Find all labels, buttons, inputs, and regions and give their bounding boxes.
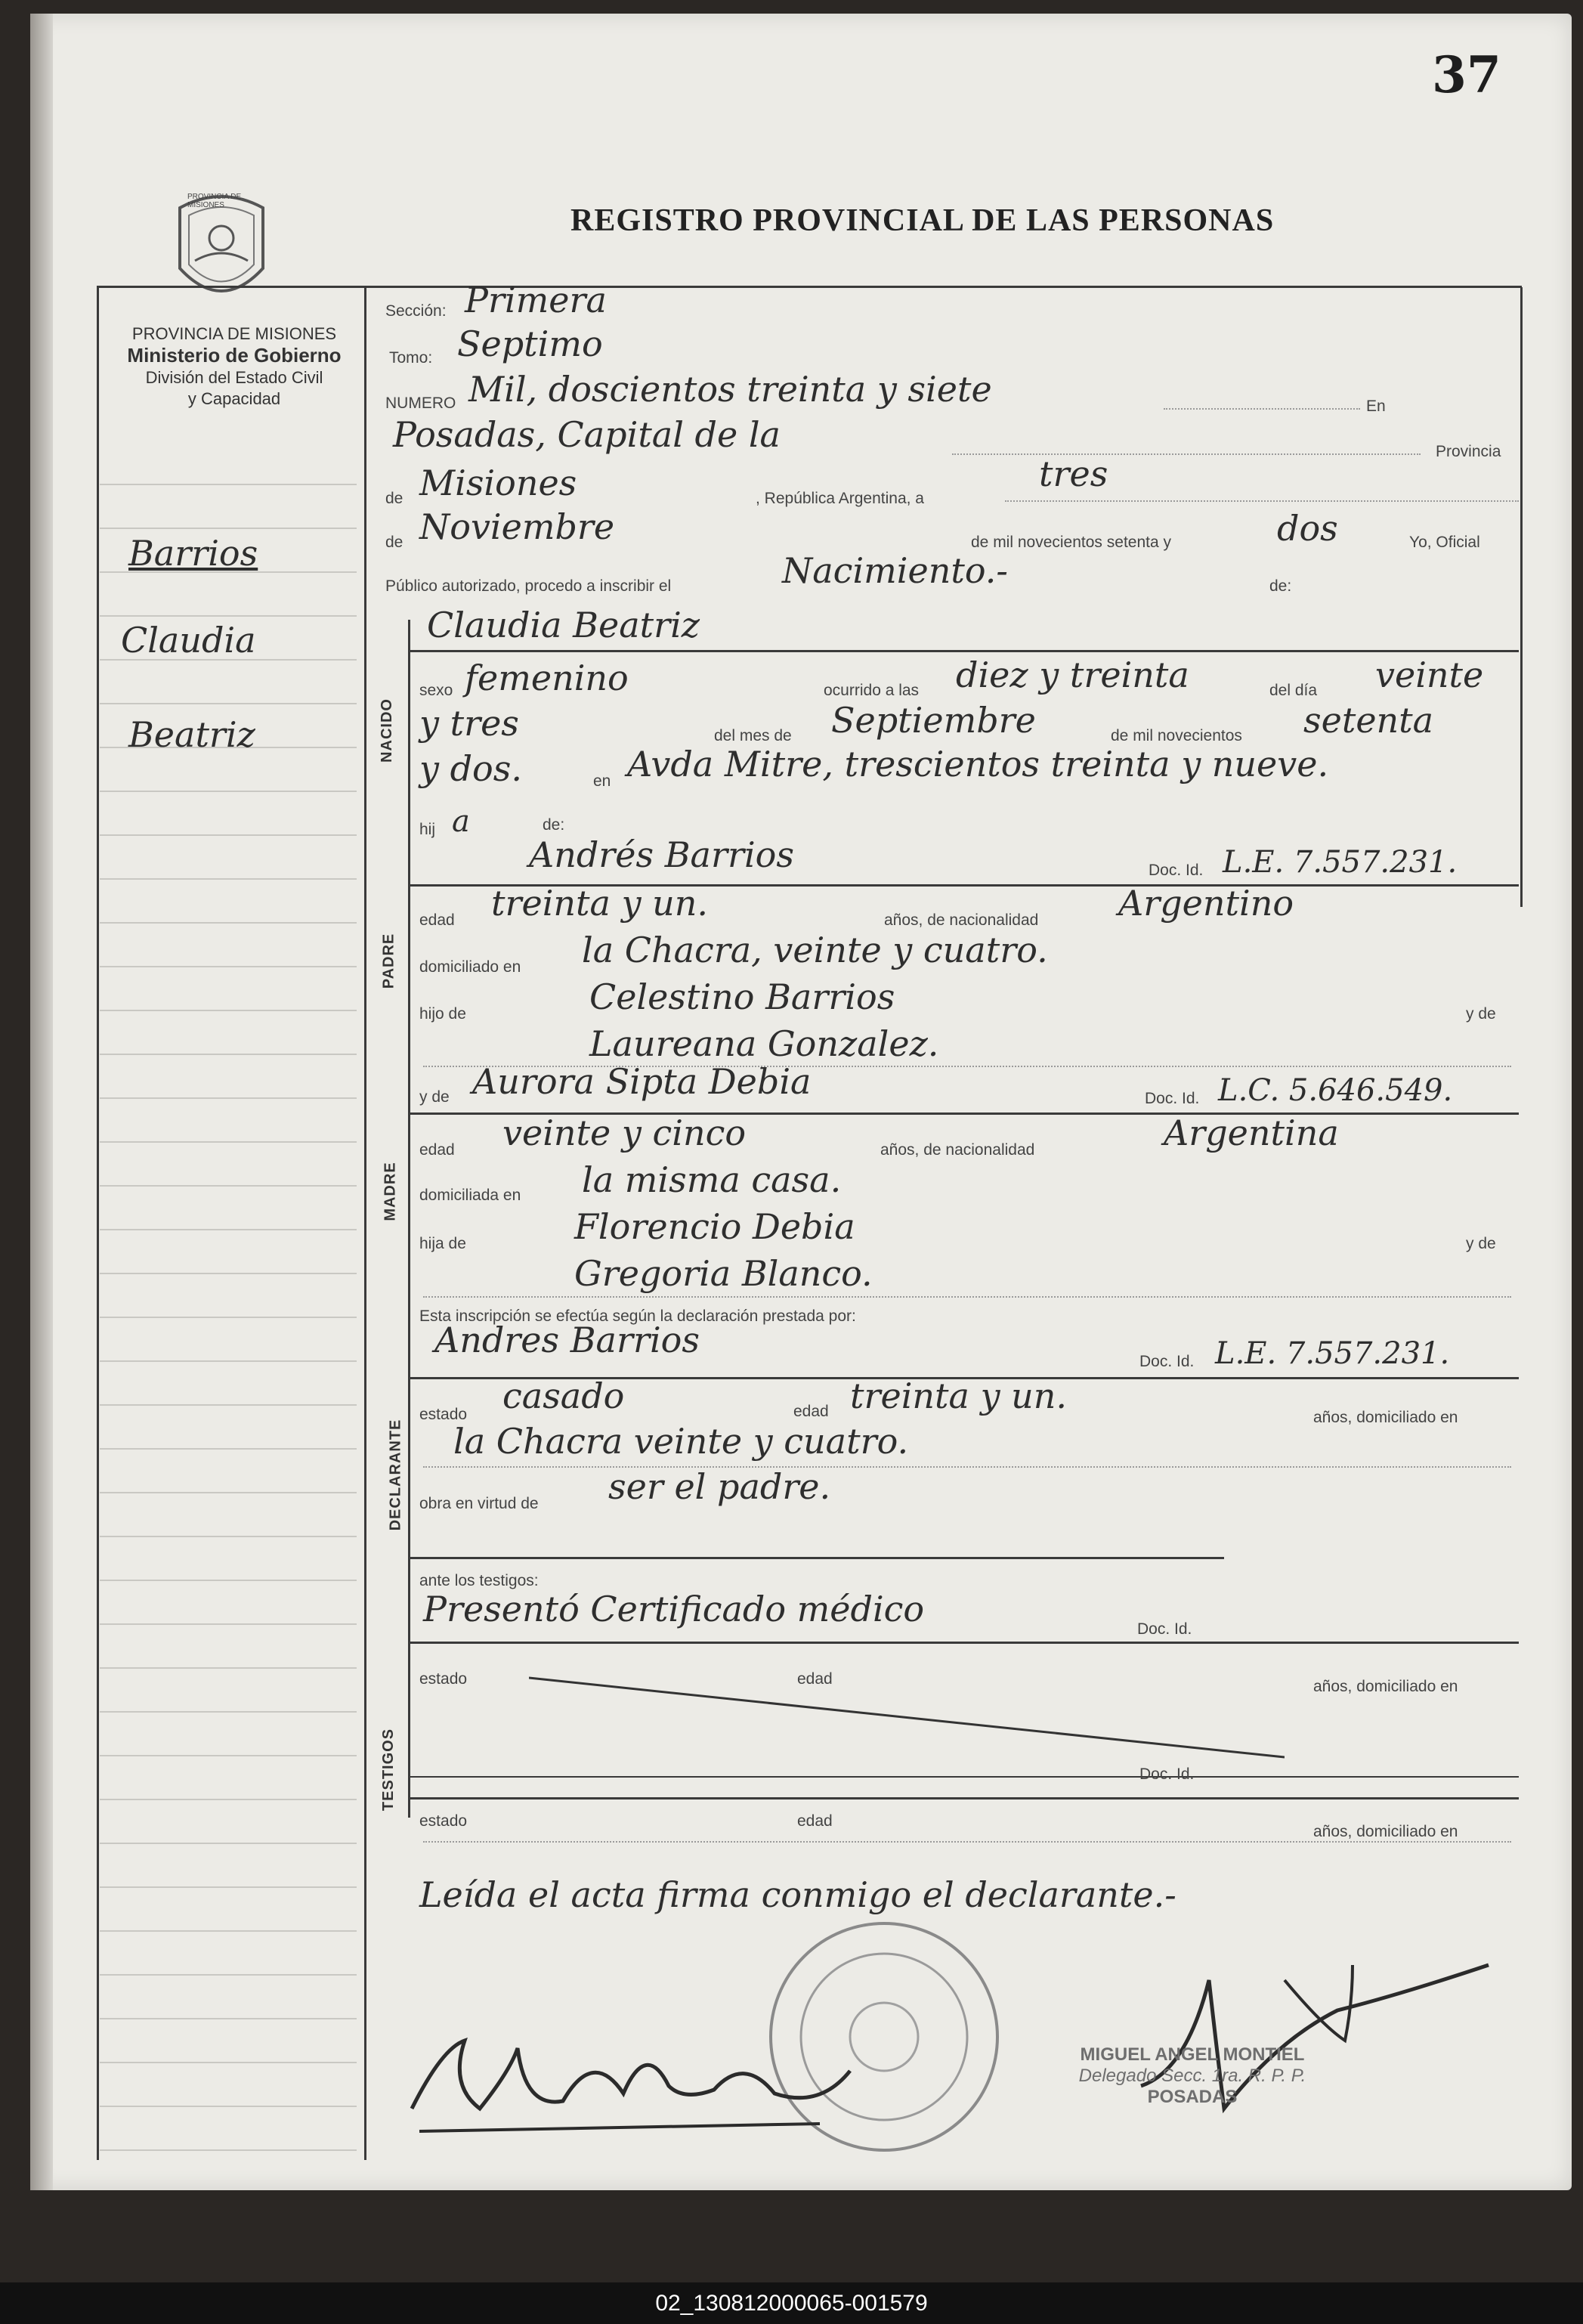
label-tomo: Tomo:: [389, 349, 433, 367]
header-rule-left: [97, 286, 378, 288]
margin-rule-line: [100, 2106, 357, 2107]
label-estado-testigo1: estado: [419, 1670, 468, 1688]
label-publico: Público autorizado, procedo a inscribir el: [385, 577, 672, 595]
section-divider-line: [408, 620, 410, 1818]
label-nac-madre: años, de nacionalidad: [880, 1141, 1035, 1159]
value-provincia: Misiones: [419, 463, 577, 503]
label-doc-testigo1: Doc. Id.: [1137, 1620, 1192, 1638]
margin-rule-line: [100, 1054, 357, 1055]
label-doc-padre: Doc. Id.: [1149, 862, 1204, 879]
province-name: PROVINCIA DE MISIONES: [131, 324, 337, 343]
value-sexo: femenino: [465, 658, 629, 698]
value-dia-acta: tres: [1039, 453, 1108, 494]
margin-rule-line: [100, 2062, 357, 2063]
value-madre-doc: L.C. 5.646.549.: [1218, 1073, 1453, 1108]
margin-rule-line: [100, 1755, 357, 1756]
value-lugar: Posadas, Capital de la: [393, 414, 781, 455]
label-edad-declarante: edad: [793, 1403, 829, 1420]
stamp-line3: POSADAS: [1147, 2087, 1238, 2107]
margin-rule-line: [100, 1536, 357, 1537]
margin-rule-line: [100, 1273, 357, 1274]
label-provincia: Provincia: [1436, 443, 1501, 460]
value-cierre: Leída el acta firma conmigo el declarante.-: [419, 1874, 1176, 1915]
label-y-de-padre: y de: [1466, 1005, 1496, 1023]
label-anos-dom-declarante: años, domiciliado en: [1313, 1409, 1458, 1426]
value-hora: diez y treinta: [956, 654, 1189, 695]
value-testigos-nota: Presentó Certificado médico: [423, 1589, 925, 1629]
signature-text: [393, 2056, 650, 2090]
label-de-mil: de mil novecientos setenta y: [971, 534, 1171, 551]
issuer-block: [98, 323, 370, 410]
margin-rule-line: [100, 966, 357, 967]
value-anio-acta: dos: [1277, 508, 1338, 549]
value-declarante-doc: L.E. 7.557.231.: [1215, 1336, 1450, 1371]
value-tomo: Septimo: [457, 323, 603, 364]
value-hij-suffix: a: [452, 804, 470, 839]
value-padre: Andrés Barrios: [529, 834, 794, 875]
value-padre-dom: la Chacra, veinte y cuatro.: [582, 930, 1048, 970]
value-anio-nac: setenta: [1303, 700, 1434, 741]
margin-rule-line: [100, 878, 357, 880]
margin-first-name: Claudia: [121, 620, 256, 661]
value-madre-nac: Argentina: [1164, 1112, 1339, 1153]
section-nacido: NACIDO: [378, 698, 395, 763]
value-declarante-virtud: ser el padre.: [608, 1466, 831, 1507]
value-madre-edad: veinte y cinco: [502, 1112, 747, 1153]
value-declarante-edad: treinta y un.: [850, 1376, 1068, 1416]
section-madre: MADRE: [382, 1162, 399, 1221]
value-nombre: Claudia Beatriz: [427, 605, 700, 645]
margin-rule-line: [100, 1492, 357, 1493]
value-seccion: Primera: [465, 280, 607, 320]
value-padre-padre: Celestino Barrios: [589, 976, 895, 1017]
label-de-colon: de:: [1269, 577, 1292, 595]
ministry-name: Ministerio de Gobierno: [127, 344, 342, 367]
label-ocurrido: ocurrido a las: [824, 682, 920, 699]
margin-rule-line: [100, 922, 357, 924]
margin-rule-line: [100, 2149, 357, 2151]
value-padre-doc: L.E. 7.557.231.: [1223, 845, 1458, 880]
margin-rule-line: [100, 2018, 357, 2019]
margin-surname: Barrios: [128, 533, 258, 574]
section-padre: PADRE: [380, 933, 397, 989]
margin-rule-line: [100, 1623, 357, 1625]
margin-rule-line: [100, 1448, 357, 1450]
value-madre: Aurora Sipta Debia: [472, 1061, 812, 1102]
value-domicilio-nac: Avda Mitre, trescientos treinta y nueve.: [627, 744, 1329, 784]
label-yo-oficial: Yo, Oficial: [1409, 534, 1480, 551]
value-anio-nac2: y dos.: [419, 748, 522, 789]
value-declarante: Andres Barrios: [434, 1320, 700, 1360]
value-mes-nac: Septiembre: [831, 700, 1036, 741]
margin-rule-line: [100, 703, 357, 704]
label-hija-de: hija de: [419, 1235, 466, 1252]
margin-rule-line: [100, 1974, 357, 1976]
label-numero: NUMERO: [385, 395, 456, 412]
image-id-footer: 02_130812000065-001579: [0, 2282, 1583, 2324]
value-mes-acta: Noviembre: [419, 506, 615, 547]
page-number: 37: [1432, 45, 1501, 104]
value-padre-edad: treinta y un.: [491, 883, 709, 924]
margin-rule-line: [100, 1580, 357, 1581]
stamp-line1: MIGUEL ANGEL MONTIEL: [1080, 2044, 1305, 2065]
value-dia-nac2: y tres: [419, 703, 519, 744]
province-seal: PROVINCIA DE MISIONES: [172, 185, 271, 314]
official-stamp-text: [1034, 2044, 1351, 2108]
margin-rule-line: [100, 1097, 357, 1099]
label-edad-testigo1: edad: [797, 1670, 833, 1688]
label-de-2: de: [385, 534, 403, 551]
body-left-line: [364, 286, 366, 2160]
label-republica: , República Argentina, a: [756, 490, 924, 507]
label-de-mil-nov: de mil novecientos: [1111, 727, 1242, 744]
label-inscripcion: Esta inscripción se efectúa según la declaración prestada por:: [419, 1307, 856, 1325]
margin-rule-line: [100, 1010, 357, 1011]
margin-rule-line: [100, 1404, 357, 1406]
margin-rule-line: [100, 791, 357, 792]
margin-rule-line: [100, 615, 357, 617]
margin-second-name: Beatriz: [128, 714, 255, 755]
margin-rule-line: [100, 528, 357, 529]
division-line2: y Capacidad: [187, 389, 281, 408]
margin-rule-line: [100, 1930, 357, 1932]
margin-rule-line: [100, 834, 357, 836]
margin-rule-line: [100, 1843, 357, 1844]
value-dia-nac: veinte: [1375, 654, 1484, 695]
label-y-de-madre2: y de: [1466, 1235, 1496, 1252]
label-sexo: sexo: [419, 682, 453, 699]
value-inscribir: Nacimiento.-: [782, 550, 1008, 591]
margin-rule-line: [100, 1317, 357, 1318]
label-del-mes: del mes de: [714, 727, 792, 744]
label-dom-padre: domiciliado en: [419, 958, 521, 976]
margin-rule-line: [100, 1360, 357, 1362]
label-doc-declarante: Doc. Id.: [1139, 1353, 1195, 1370]
value-madre-madre: Gregoria Blanco.: [574, 1253, 873, 1294]
label-hijo-de: hijo de: [419, 1005, 466, 1023]
stamp-line2: Delegado Secc. 1ra. R. P. P.: [1078, 2066, 1306, 2086]
value-declarante-estado: casado: [502, 1376, 625, 1416]
label-de-1: de: [385, 490, 403, 507]
margin-rule-line: [100, 1799, 357, 1800]
margin-rule-line: [100, 1141, 357, 1143]
label-ante-testigos: ante los testigos:: [419, 1572, 539, 1589]
strike-line: [529, 1674, 1285, 1765]
margin-rule-line: [100, 484, 357, 485]
book-spine: [30, 14, 53, 2190]
value-declarante-dom: la Chacra veinte y cuatro.: [453, 1421, 909, 1462]
label-edad-padre: edad: [419, 911, 455, 929]
label-doc-madre: Doc. Id.: [1145, 1090, 1200, 1107]
section-declarante: DECLARANTE: [387, 1419, 404, 1531]
value-madre-dom: la misma casa.: [582, 1159, 842, 1200]
label-hij: hij: [419, 821, 436, 838]
label-estado-testigo2: estado: [419, 1812, 468, 1830]
label-anos-dom-testigo1: años, domiciliado en: [1313, 1678, 1458, 1695]
section-testigos: TESTIGOS: [380, 1728, 397, 1812]
value-numero: Mil, doscientos treinta y siete: [468, 369, 992, 410]
value-padre-madre: Laureana Gonzalez.: [589, 1023, 939, 1064]
label-del-dia: del día: [1269, 682, 1318, 699]
label-seccion: Sección:: [385, 302, 447, 320]
label-doc-testigo2: Doc. Id.: [1139, 1765, 1195, 1783]
margin-rule-line: [100, 1229, 357, 1230]
label-nac-padre: años, de nacionalidad: [884, 911, 1039, 929]
label-en: En: [1366, 398, 1386, 415]
label-edad-madre: edad: [419, 1141, 455, 1159]
label-y-de-madre: y de: [419, 1088, 450, 1106]
margin-rule-line: [100, 1667, 357, 1669]
margin-rule-line: [100, 1711, 357, 1713]
label-obra: obra en virtud de: [419, 1495, 539, 1512]
body-right-line: [1520, 287, 1523, 907]
value-padre-nac: Argentino: [1118, 883, 1294, 924]
page-title: REGISTRO PROVINCIAL DE LAS PERSONAS: [570, 203, 1275, 238]
label-de-hija: de:: [543, 816, 565, 834]
left-margin-line: [97, 286, 99, 2160]
label-anos-dom-testigo2: años, domiciliado en: [1313, 1823, 1458, 1840]
label-edad-testigo2: edad: [797, 1812, 833, 1830]
label-dom-madre: domiciliada en: [419, 1187, 521, 1204]
label-en-nac: en: [593, 772, 611, 790]
value-madre-padre: Florencio Debia: [574, 1206, 855, 1247]
margin-rule-line: [100, 1886, 357, 1888]
division-line1: División del Estado Civil: [145, 368, 323, 387]
margin-rule-line: [100, 1185, 357, 1187]
label-estado-declarante: estado: [419, 1406, 468, 1423]
